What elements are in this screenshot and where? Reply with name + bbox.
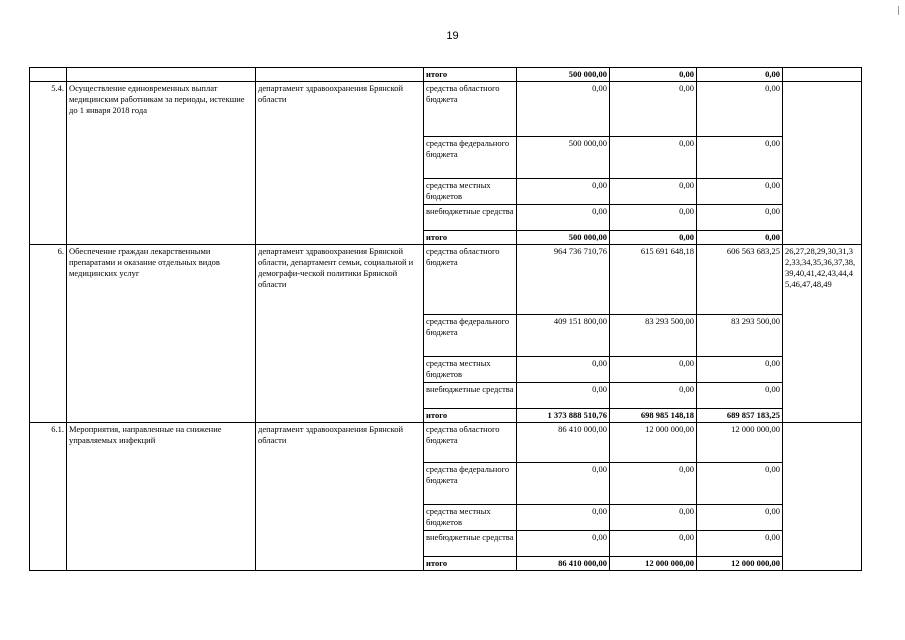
total-value-2: 0,00: [610, 68, 697, 82]
source-value-3: 12 000 000,00: [697, 423, 783, 463]
source-value-1: 0,00: [517, 205, 610, 231]
total-value-1: 500 000,00: [517, 68, 610, 82]
source-value-1: 500 000,00: [517, 137, 610, 179]
indicator-cell: [783, 423, 862, 571]
page-number: 19: [446, 30, 459, 42]
item-name: Мероприятия, направленные на снижение управляемых инфекций: [67, 423, 256, 571]
indicator-numbers: 26,27,28,29,30,31,32,33,34,35,36,37,38,39,40,41,42,43,44,45,46,47,48,49: [783, 245, 862, 423]
item-executor: департамент здравоохранения Брянской области: [256, 82, 424, 245]
table-row: [30, 423, 862, 463]
source-label: средства местных бюджетов: [424, 357, 517, 383]
item-name: Обеспечение граждан лекарственными препаратами и оказание отдельных видов медицинских услуг: [67, 245, 256, 423]
item-executor: департамент здравоохранения Брянской области: [256, 423, 424, 571]
source-label: внебюджетные средства: [424, 205, 517, 231]
item-number: 5.4.: [30, 82, 67, 245]
source-value-2: 0,00: [610, 205, 697, 231]
source-value-2: 0,00: [610, 383, 697, 409]
item-name: Осуществление единовременных выплат медицинским работникам за периоды, истекшие до 1 января 2018 года: [67, 82, 256, 245]
source-value-2: 0,00: [610, 531, 697, 557]
source-label: средства областного бюджета: [424, 82, 517, 137]
item-number: 6.: [30, 245, 67, 423]
source-value-2: 615 691 648,18: [610, 245, 697, 315]
source-label: внебюджетные средства: [424, 531, 517, 557]
source-label: внебюджетные средства: [424, 383, 517, 409]
source-value-3: 0,00: [697, 179, 783, 205]
source-label: средства местных бюджетов: [424, 179, 517, 205]
scan-edge-mark: [898, 6, 899, 15]
table-row-total: [30, 68, 862, 82]
source-value-2: 0,00: [610, 505, 697, 531]
total-value-3: 0,00: [697, 68, 783, 82]
source-value-1: 0,00: [517, 383, 610, 409]
total-label: итого: [424, 68, 517, 82]
source-label: средства федерального бюджета: [424, 137, 517, 179]
source-value-2: 0,00: [610, 179, 697, 205]
total-value-1: 500 000,00: [517, 231, 610, 245]
source-label: средства местных бюджетов: [424, 505, 517, 531]
source-value-3: 0,00: [697, 505, 783, 531]
source-value-2: 0,00: [610, 463, 697, 505]
total-label: итого: [424, 409, 517, 423]
total-value-1: 86 410 000,00: [517, 557, 610, 571]
source-value-1: 0,00: [517, 357, 610, 383]
table-row: [30, 245, 862, 315]
table-row: [30, 82, 862, 137]
source-label: средства областного бюджета: [424, 423, 517, 463]
total-label: итого: [424, 557, 517, 571]
source-value-2: 0,00: [610, 82, 697, 137]
total-value-3: 0,00: [697, 231, 783, 245]
source-label: средства федерального бюджета: [424, 315, 517, 357]
source-value-1: 86 410 000,00: [517, 423, 610, 463]
total-value-2: 698 985 148,18: [610, 409, 697, 423]
indicator-cell: [783, 82, 862, 245]
source-label: средства областного бюджета: [424, 245, 517, 315]
source-value-3: 0,00: [697, 463, 783, 505]
source-value-3: 0,00: [697, 205, 783, 231]
source-value-1: 409 151 800,00: [517, 315, 610, 357]
source-label: средства федерального бюджета: [424, 463, 517, 505]
source-value-2: 0,00: [610, 357, 697, 383]
total-value-1: 1 373 888 510,76: [517, 409, 610, 423]
total-label: итого: [424, 231, 517, 245]
source-value-3: 0,00: [697, 357, 783, 383]
total-value-3: 689 857 183,25: [697, 409, 783, 423]
total-value-3: 12 000 000,00: [697, 557, 783, 571]
cell-empty: [30, 68, 67, 82]
source-value-1: 0,00: [517, 82, 610, 137]
source-value-3: 0,00: [697, 82, 783, 137]
source-value-3: 0,00: [697, 137, 783, 179]
source-value-3: 0,00: [697, 531, 783, 557]
cell-empty: [67, 68, 256, 82]
source-value-3: 606 563 683,25: [697, 245, 783, 315]
source-value-1: 0,00: [517, 463, 610, 505]
total-value-2: 0,00: [610, 231, 697, 245]
source-value-2: 0,00: [610, 137, 697, 179]
source-value-2: 12 000 000,00: [610, 423, 697, 463]
item-number: 6.1.: [30, 423, 67, 571]
total-value-2: 12 000 000,00: [610, 557, 697, 571]
source-value-2: 83 293 500,00: [610, 315, 697, 357]
cell-empty: [256, 68, 424, 82]
source-value-1: 0,00: [517, 179, 610, 205]
source-value-1: 0,00: [517, 531, 610, 557]
source-value-3: 0,00: [697, 383, 783, 409]
source-value-1: 0,00: [517, 505, 610, 531]
cell-empty: [783, 68, 862, 82]
source-value-3: 83 293 500,00: [697, 315, 783, 357]
source-value-1: 964 736 710,76: [517, 245, 610, 315]
item-executor: департамент здравоохранения Брянской области, департамент семьи, социальной и демографи-ческой политики Брянской области: [256, 245, 424, 423]
budget-table: [29, 67, 862, 571]
